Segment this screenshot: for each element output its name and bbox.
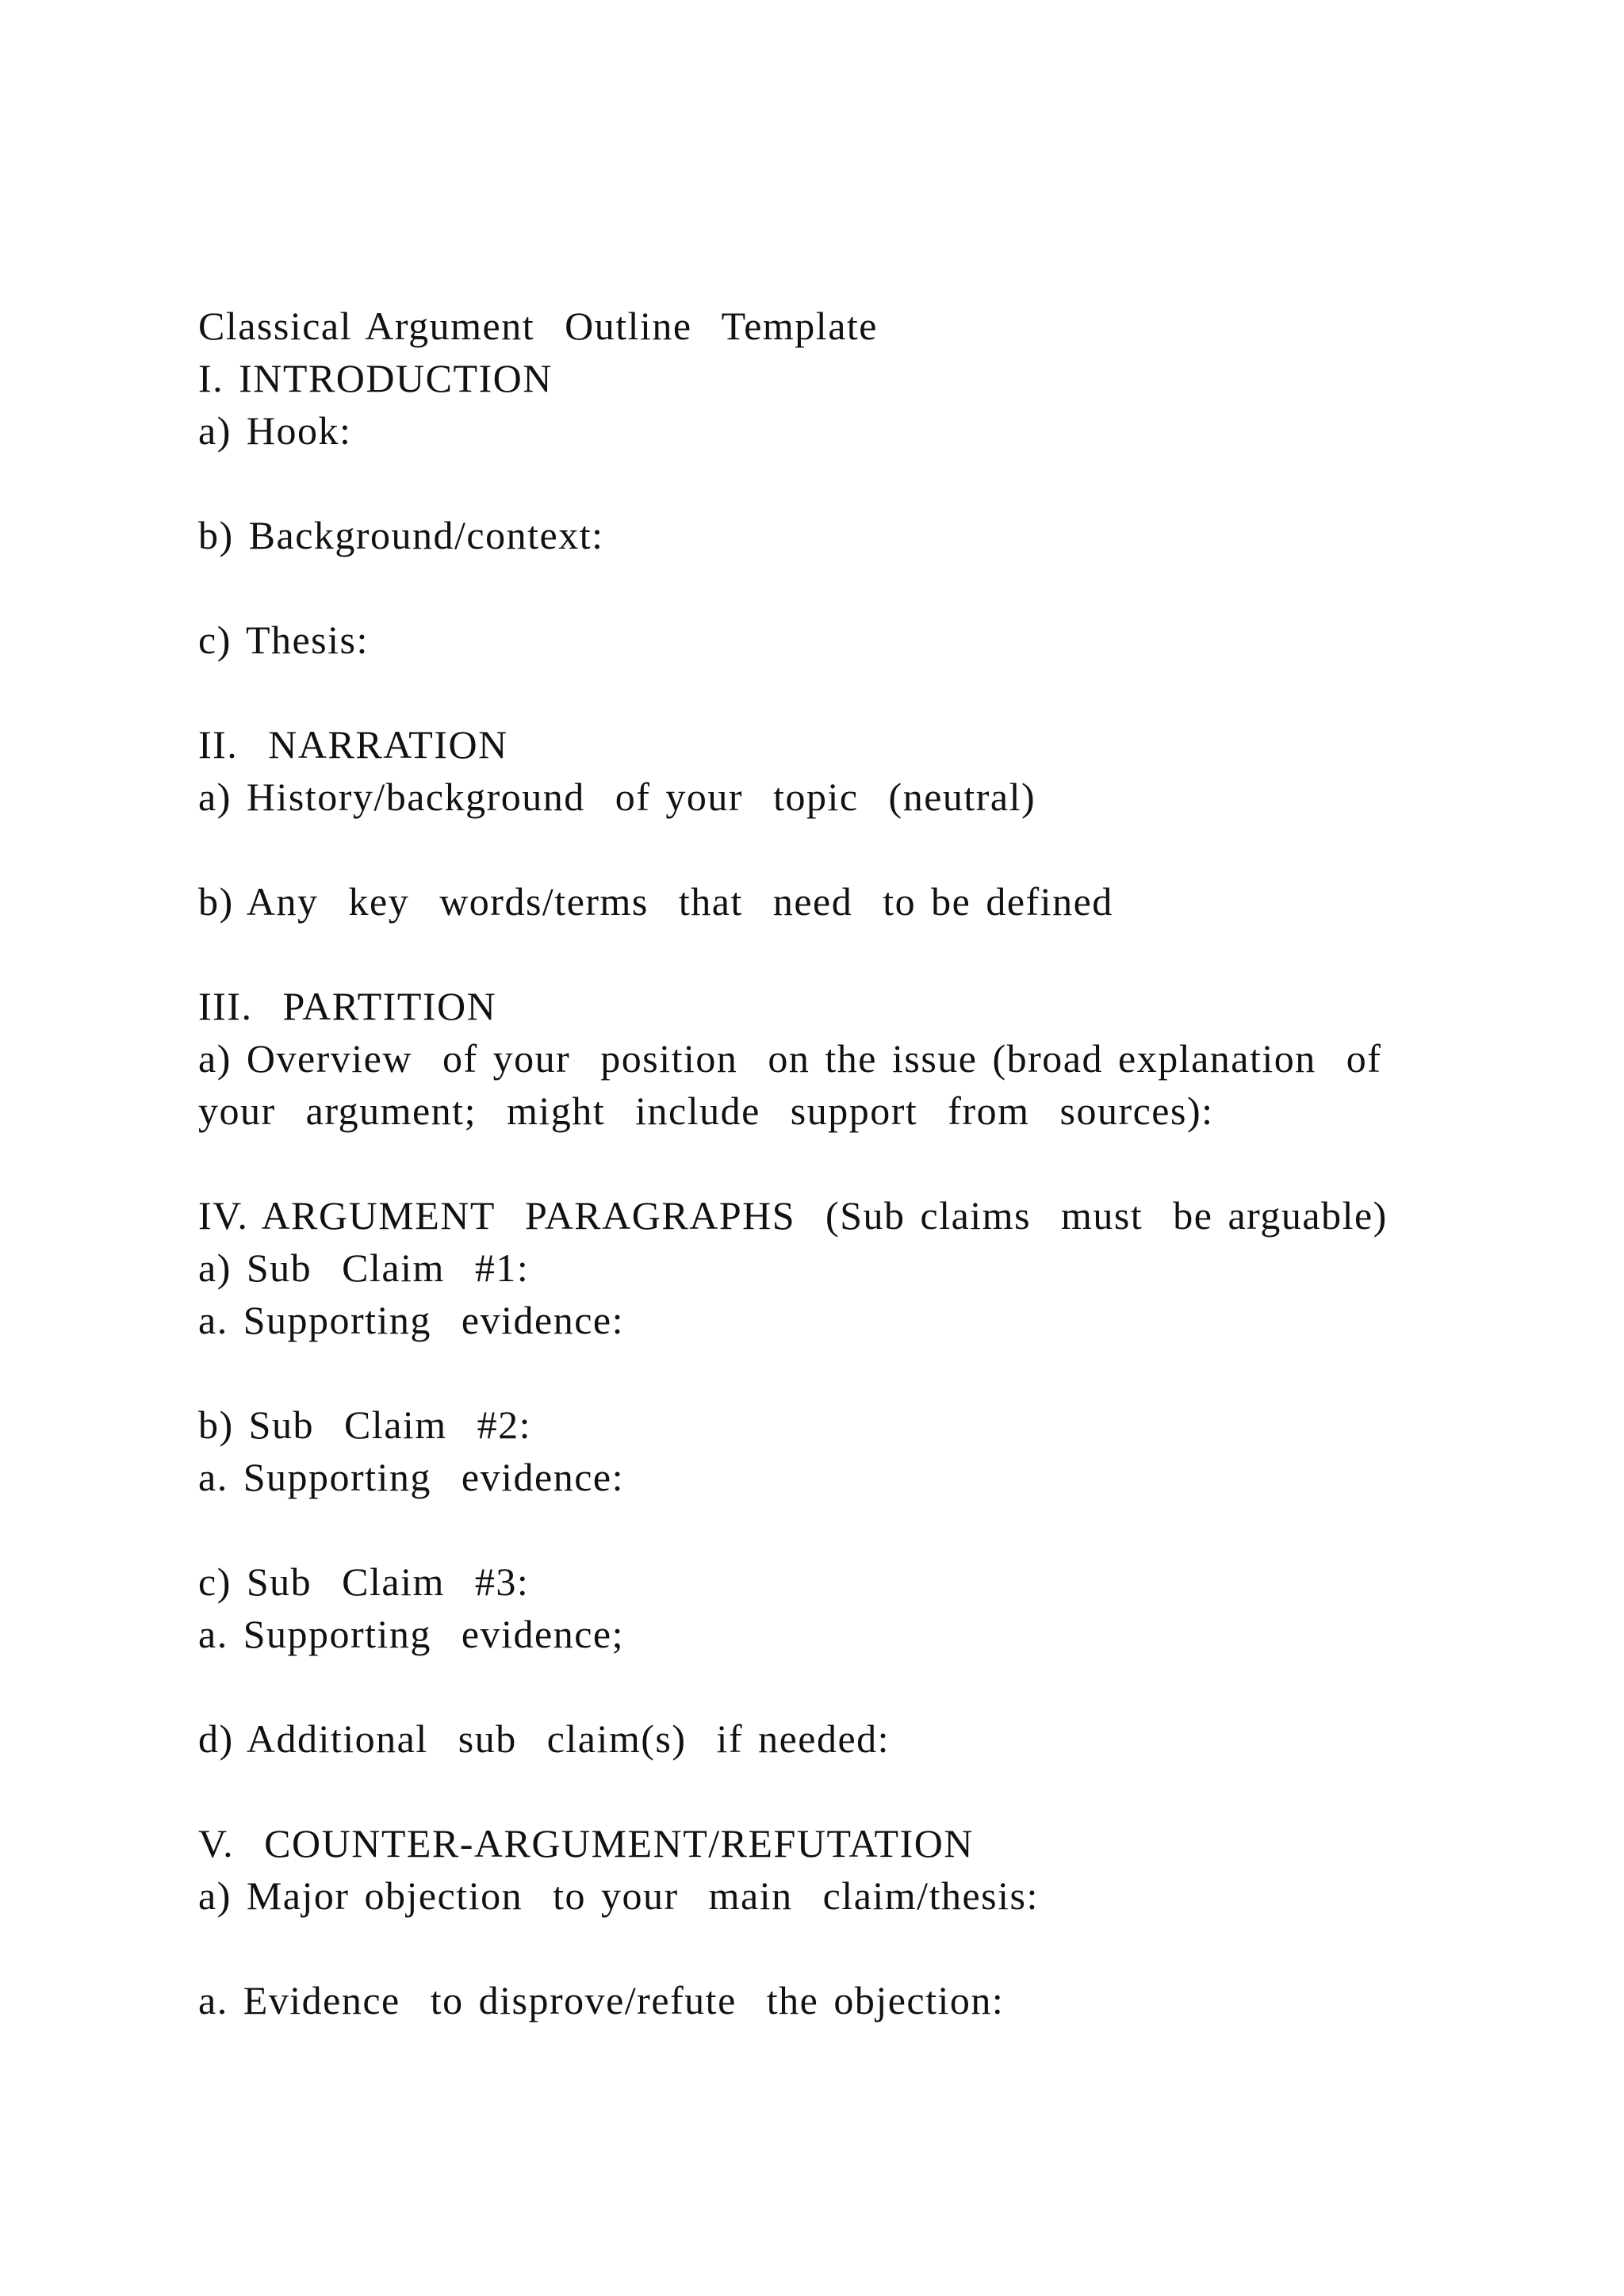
item-supporting-evidence-3: a. Supporting evidence; xyxy=(198,1612,624,1656)
outline-body xyxy=(198,300,1435,2026)
blank-line xyxy=(198,823,1435,875)
blank-line xyxy=(198,666,1435,718)
item-hook: a) Hook: xyxy=(198,408,352,453)
blank-line xyxy=(198,1503,1435,1556)
section-heading-introduction: I. INTRODUCTION xyxy=(198,356,553,400)
blank-line xyxy=(198,1660,1435,1712)
item-refutation-evidence: a. Evidence to disprove/refute the objection: xyxy=(198,1978,1005,2022)
section-heading-partition: III. PARTITION xyxy=(198,984,497,1028)
item-overview-line-1: a) Overview of your position on the issue (broad explanation of xyxy=(198,1036,1382,1081)
item-additional-sub-claims: d) Additional sub claim(s) if needed: xyxy=(198,1716,891,1761)
blank-line xyxy=(198,1922,1435,1974)
document-title: Classical Argument Outline Template xyxy=(198,304,878,348)
item-major-objection: a) Major objection to your main claim/thesis: xyxy=(198,1873,1039,1918)
item-thesis: c) Thesis: xyxy=(198,618,369,662)
item-overview-line-2: your argument; might include support from sources): xyxy=(198,1089,1214,1133)
item-background: b) Background/context: xyxy=(198,513,604,557)
blank-line xyxy=(198,1765,1435,1817)
item-sub-claim-1: a) Sub Claim #1: xyxy=(198,1246,530,1290)
item-supporting-evidence-2: a. Supporting evidence: xyxy=(198,1455,624,1499)
blank-line xyxy=(198,561,1435,614)
blank-line xyxy=(198,457,1435,509)
item-history: a) History/background of your topic (neutral) xyxy=(198,775,1036,819)
section-heading-argument-paragraphs: IV. ARGUMENT PARAGRAPHS (Sub claims must be arguable) xyxy=(198,1193,1388,1238)
blank-line xyxy=(198,1137,1435,1189)
item-sub-claim-3: c) Sub Claim #3: xyxy=(198,1559,530,1604)
section-heading-narration: II. NARRATION xyxy=(198,722,508,767)
section-heading-counter-argument: V. COUNTER-ARGUMENT/REFUTATION xyxy=(198,1821,974,1866)
item-key-terms: b) Any key words/terms that need to be defined xyxy=(198,879,1113,924)
blank-line xyxy=(198,928,1435,980)
item-supporting-evidence-1: a. Supporting evidence: xyxy=(198,1298,624,1342)
blank-line xyxy=(198,1346,1435,1399)
item-sub-claim-2: b) Sub Claim #2: xyxy=(198,1402,532,1447)
